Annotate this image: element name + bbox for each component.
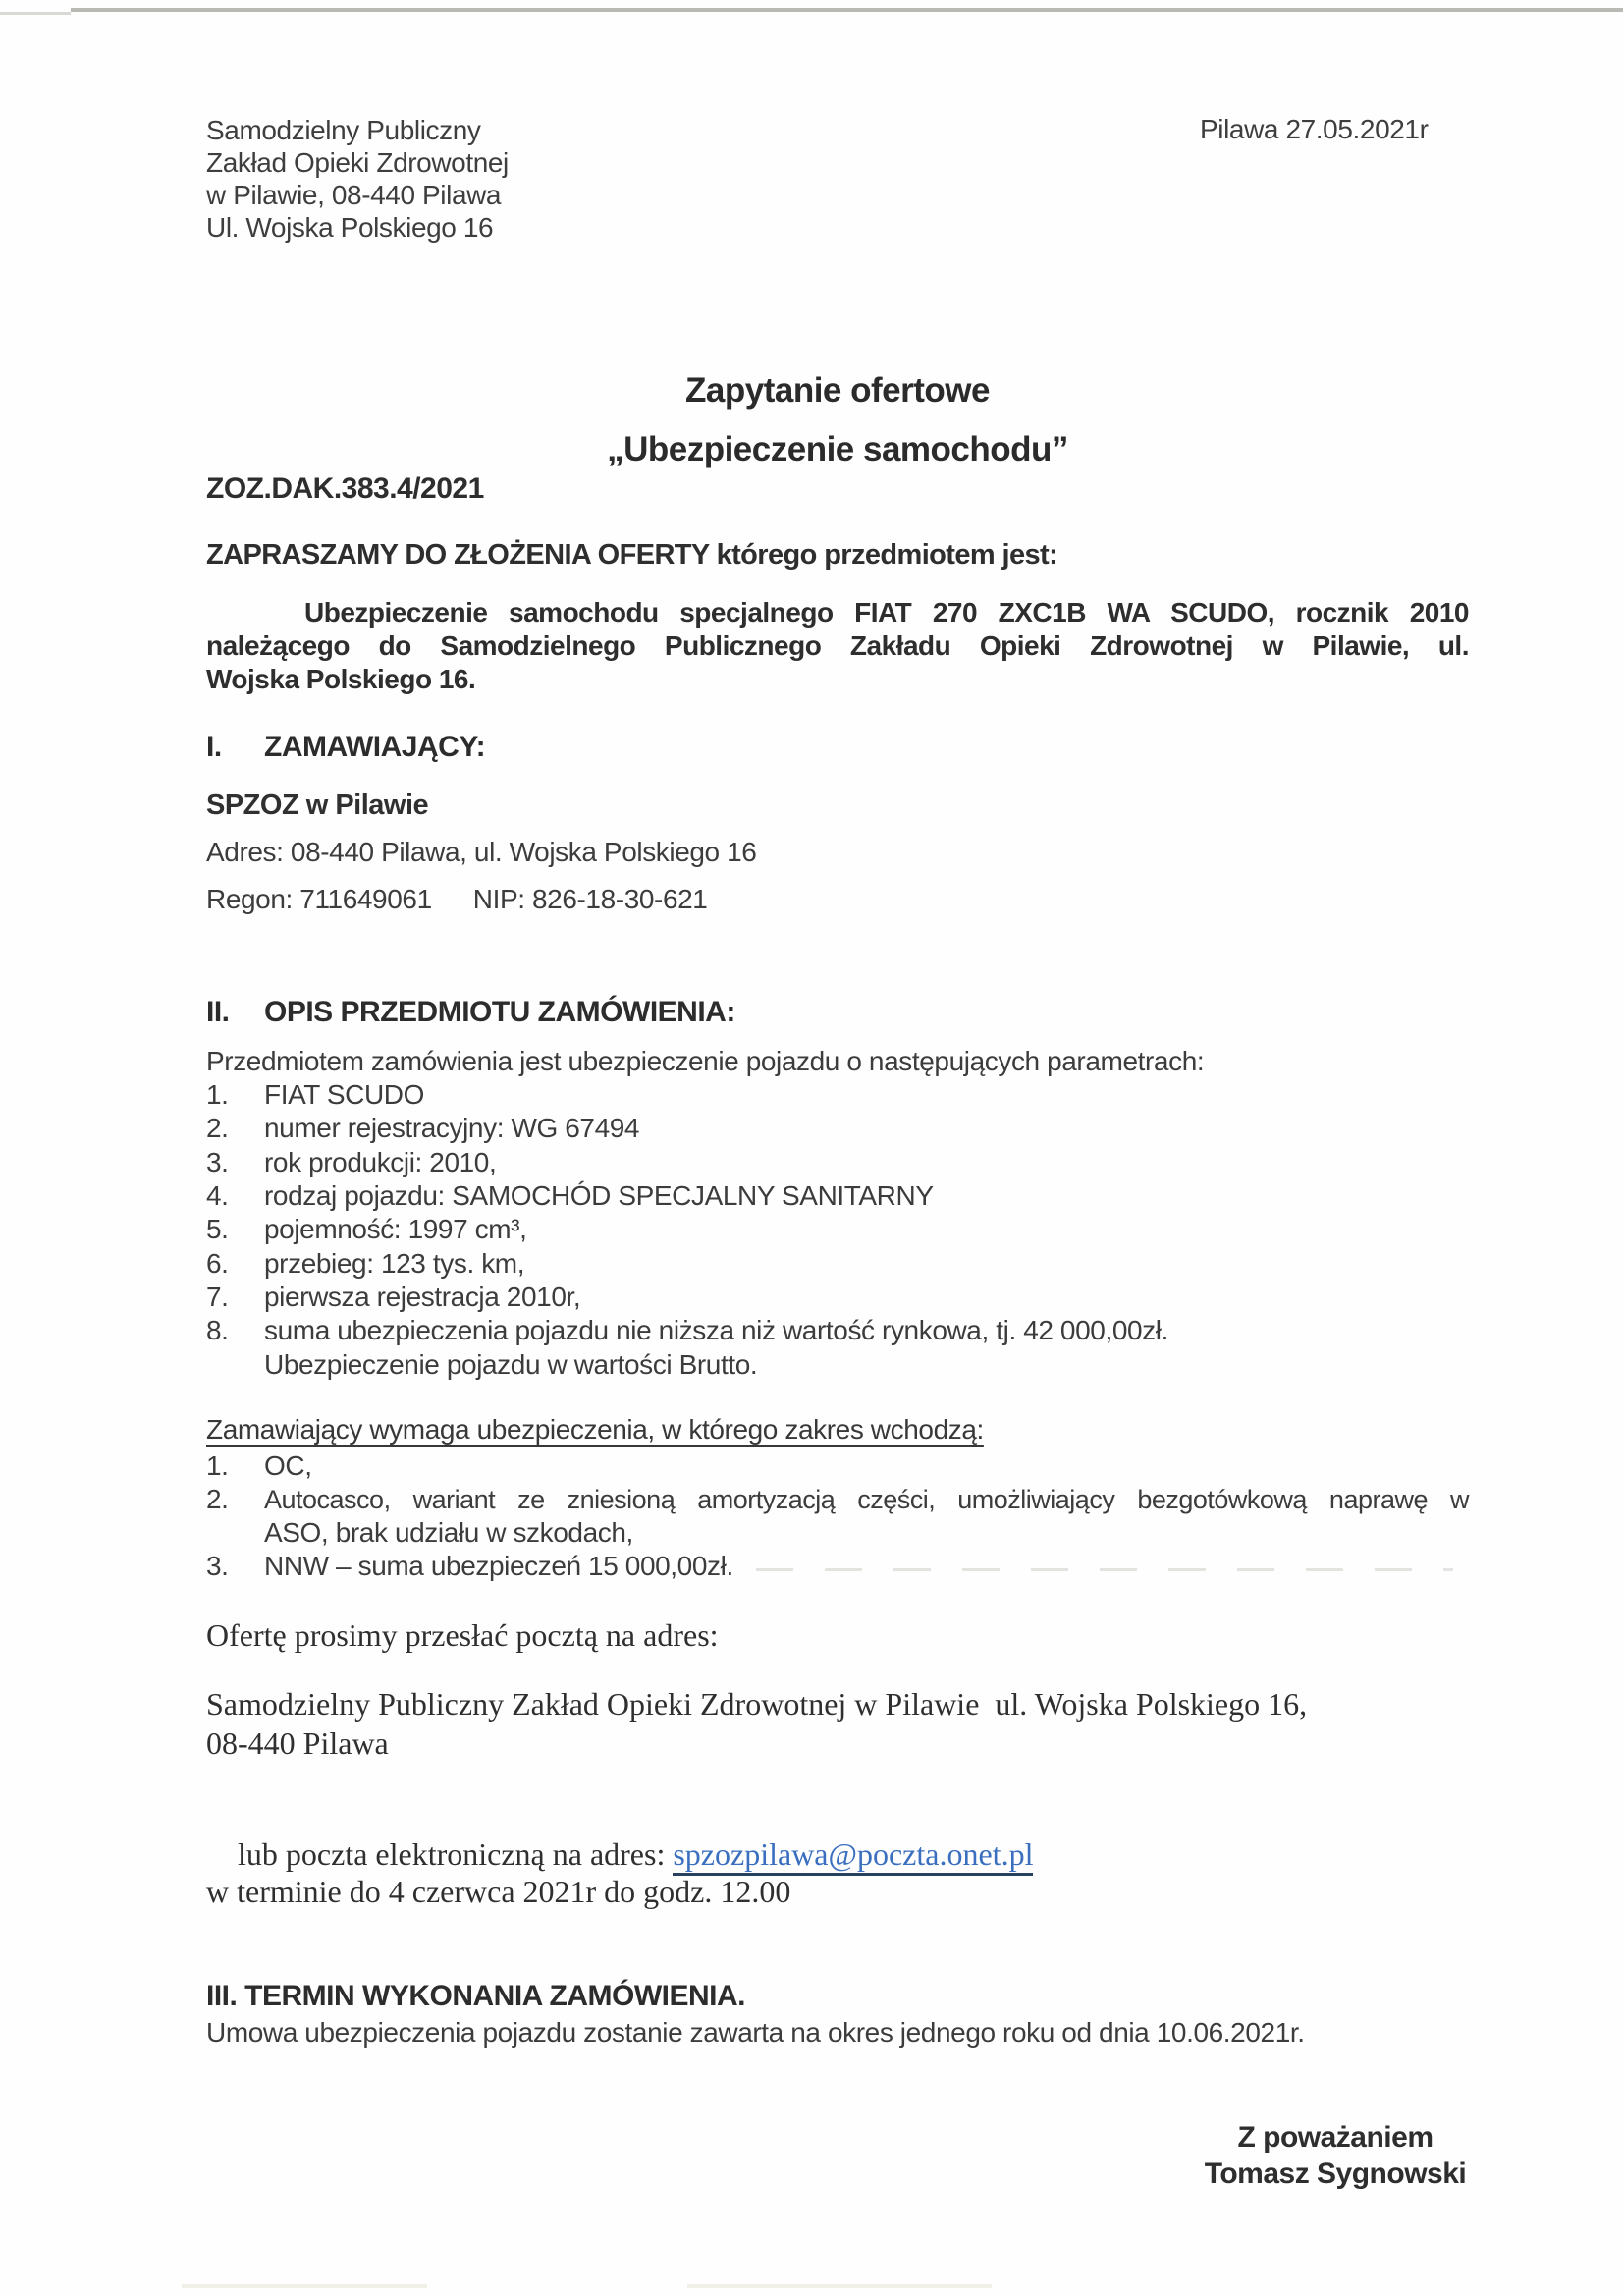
param-item-number: 4.: [206, 1180, 229, 1211]
sender-line: Ul. Wojska Polskiego 16: [206, 212, 494, 243]
document-subtitle: „Ubezpieczenie samochodu”: [607, 430, 1068, 468]
param-item-text: przebieg: 123 tys. km,: [264, 1248, 525, 1279]
requirement-item-text: NNW – suma ubezpieczeń 15 000,00zł.: [264, 1551, 733, 1581]
sender-line: Samodzielny Publiczny: [206, 115, 481, 145]
scan-artifact-bottom-smudge-1: [182, 2284, 427, 2288]
param-item-number: 1.: [206, 1079, 229, 1110]
email-label: lub poczta elektroniczną na adres:: [238, 1836, 674, 1872]
buyer-regon-nip: [206, 884, 707, 915]
subject-paragraph-line: należącego do Samodzielnego Publicznego Zakładu Opieki Zdrowotnej w Pilawie, ul.: [206, 630, 1469, 661]
requirement-list-item: [206, 1449, 1469, 1483]
requirement-item-number: 3.: [206, 1551, 229, 1581]
invitation-line: ZAPRASZAMY DO ZŁOŻENIA OFERTY którego przedmiotem jest:: [206, 539, 1058, 571]
param-item-number: 7.: [206, 1282, 229, 1312]
postal-address-line: 08-440 Pilawa: [206, 1725, 389, 1761]
requirement-item-text: OC,: [264, 1450, 312, 1481]
param-item-text: numer rejestracyjny: WG 67494: [264, 1113, 640, 1143]
param-list-item: [206, 1247, 1469, 1281]
sender-line: Zakład Opieki Zdrowotnej: [206, 147, 509, 178]
requirement-item-text: Autocasco, wariant ze zniesioną amortyzacją części, umożliwiający bezgotówkową naprawę w: [264, 1485, 1469, 1514]
param-list-item: [206, 1314, 1469, 1347]
param-item-number: 2.: [206, 1113, 229, 1143]
section-2-label: OPIS PRZEDMIOTU ZAMÓWIENIA:: [264, 996, 735, 1028]
param-list-item: [206, 1078, 1469, 1112]
requirements-heading: Zamawiający wymaga ubezpieczenia, w którego zakres wchodzą:: [206, 1414, 984, 1445]
param-item-number: 6.: [206, 1248, 229, 1279]
param-list-item: [206, 1112, 1469, 1145]
requirement-list-item: [206, 1516, 1469, 1550]
signature-name: Tomasz Sygnowski: [1204, 2158, 1467, 2190]
buyer-nip: NIP: 826-18-30-621: [472, 884, 708, 914]
param-item-number: 5.: [206, 1214, 229, 1244]
param-list-item: [206, 1179, 1469, 1213]
scan-artifact-bottom-smudge-2: [687, 2284, 992, 2288]
param-item-8-continuation: Ubezpieczenie pojazdu w wartości Brutto.: [264, 1349, 758, 1380]
requirement-item-number: [206, 1516, 264, 1550]
subject-paragraph-line: Ubezpieczenie samochodu specjalnego FIAT 270 ZXC1B WA SCUDO, rocznik 2010: [304, 597, 1469, 628]
document-title: Zapytanie ofertowe: [685, 371, 990, 410]
param-list-item: [206, 1146, 1469, 1179]
section-1-label: ZAMAWIAJĄCY:: [264, 731, 486, 763]
param-item-text: pierwsza rejestracja 2010r,: [264, 1282, 581, 1312]
scan-artifact-top-line: [71, 8, 1623, 12]
section-3-heading: III. TERMIN WYKONANIA ZAMÓWIENIA.: [206, 1980, 746, 2012]
requirement-list-item: [206, 1550, 1469, 1583]
sender-line: w Pilawie, 08-440 Pilawa: [206, 180, 502, 210]
reference-number: ZOZ.DAK.383.4/2021: [206, 472, 484, 505]
section-2-number: II.: [206, 996, 230, 1028]
requirement-item-number: 1.: [206, 1450, 229, 1481]
send-by-post-line: Ofertę prosimy przesłać pocztą na adres:: [206, 1617, 719, 1653]
signature-block: [1149, 2119, 1522, 2192]
postal-address-line: Samodzielny Publiczny Zakład Opieki Zdrowotnej w Pilawie ul. Wojska Polskiego 16,: [206, 1686, 1308, 1722]
scan-artifact-top-line-left: [0, 12, 71, 15]
param-item-text: suma ubezpieczenia pojazdu nie niższa niż wartość rynkowa, tj. 42 000,00zł.: [264, 1315, 1168, 1345]
param-list-item: [206, 1213, 1469, 1246]
param-item-number: 8.: [206, 1315, 229, 1345]
requirement-list-item: [206, 1483, 1469, 1516]
buyer-name: SPZOZ w Pilawie: [206, 790, 429, 821]
param-list-item: [206, 1281, 1469, 1314]
sender-address-block: [206, 114, 893, 244]
signature-closing: Z poważaniem: [1237, 2121, 1434, 2154]
buyer-address: Adres: 08-440 Pilawa, ul. Wojska Polskiego 16: [206, 837, 757, 867]
param-item-text: rodzaj pojazdu: SAMOCHÓD SPECJALNY SANITARNY: [264, 1180, 934, 1211]
param-item-text: rok produkcji: 2010,: [264, 1147, 497, 1177]
params-intro: Przedmiotem zamówienia jest ubezpieczenie pojazdu o następujących parametrach:: [206, 1046, 1205, 1076]
section-1-heading: [206, 731, 485, 764]
section-1-number: I.: [206, 731, 222, 763]
param-item-number: 3.: [206, 1147, 229, 1177]
requirement-item-number: 2.: [206, 1484, 229, 1514]
subject-paragraph-line: Wojska Polskiego 16.: [206, 664, 476, 694]
param-item-text: pojemność: 1997 cm³,: [264, 1214, 527, 1244]
email-link[interactable]: spzozpilawa@poczta.onet.pl: [673, 1836, 1033, 1876]
deadline-line: w terminie do 4 czerwca 2021r do godz. 12.00: [206, 1874, 791, 1909]
section-2-heading: [206, 996, 735, 1029]
letter-date: Pilawa 27.05.2021r: [1200, 114, 1429, 144]
buyer-regon: Regon: 711649061: [206, 884, 432, 914]
param-item-text: FIAT SCUDO: [264, 1079, 424, 1110]
requirement-item-text: ASO, brak udziału w szkodach,: [264, 1517, 633, 1548]
section-3-body: Umowa ubezpieczenia pojazdu zostanie zawarta na okres jednego roku od dnia 10.06.2021r.: [206, 2017, 1305, 2048]
